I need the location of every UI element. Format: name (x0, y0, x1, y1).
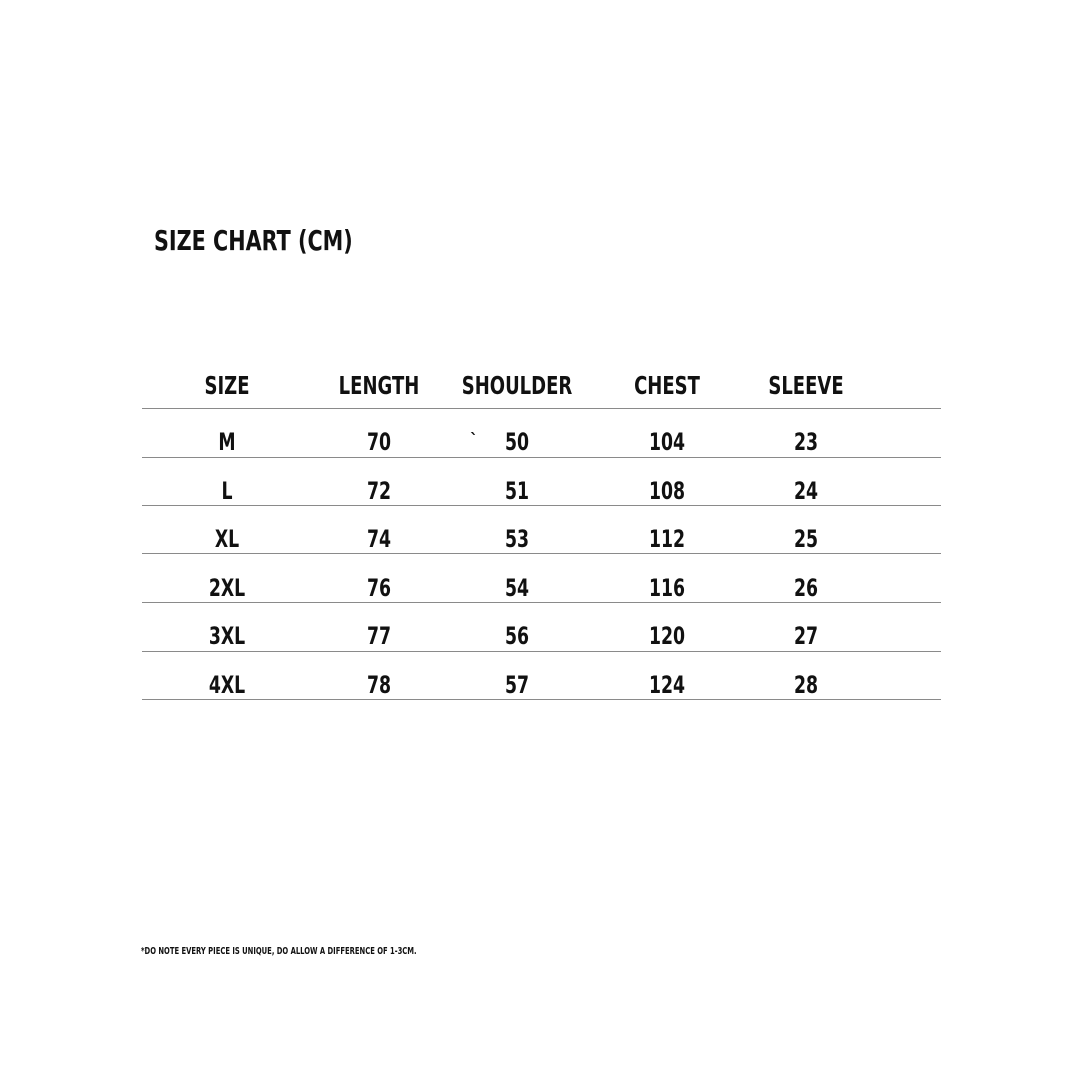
cell-sleeve: 23 (793, 428, 819, 456)
cell-chest: 112 (648, 525, 686, 553)
cell-shoulder: 50 (504, 428, 530, 456)
cell-chest: 104 (648, 428, 686, 456)
cell-length: 70 (366, 428, 392, 456)
cell-chest: 120 (648, 622, 686, 650)
cell-chest: 124 (648, 671, 686, 699)
cell-sleeve: 25 (793, 525, 819, 553)
cell-length: 76 (366, 574, 392, 602)
page-title: SIZE CHART (CM) (154, 224, 353, 257)
cell-sleeve: 26 (793, 574, 819, 602)
cell-chest: 108 (648, 477, 686, 505)
row-divider (142, 602, 941, 603)
row-divider (142, 553, 941, 554)
row-divider (142, 505, 941, 506)
cell-length: 72 (366, 477, 392, 505)
cell-shoulder: 57 (504, 671, 530, 699)
cell-size: 2XL (208, 574, 246, 602)
cell-chest: 116 (648, 574, 686, 602)
cell-length: 77 (366, 622, 392, 650)
header-col-shoulder: SHOULDER (461, 371, 573, 400)
row-divider (142, 457, 941, 458)
cell-sleeve: 24 (793, 477, 819, 505)
cell-shoulder: 54 (504, 574, 530, 602)
footnote: *DO NOTE EVERY PIECE IS UNIQUE, DO ALLOW A DIFFERENCE OF 1-3CM. (141, 946, 417, 957)
cell-size: XL (214, 525, 240, 553)
header-col-sleeve: SLEEVE (768, 371, 844, 400)
row-divider (142, 699, 941, 700)
cell-length: 74 (366, 525, 392, 553)
cell-shoulder: 51 (504, 477, 530, 505)
cell-length: 78 (366, 671, 392, 699)
cell-size: L (221, 477, 233, 505)
cell-size: 4XL (208, 671, 246, 699)
cell-shoulder: 53 (504, 525, 530, 553)
row-divider (142, 408, 941, 409)
cell-size: 3XL (208, 622, 246, 650)
cell-shoulder: 56 (504, 622, 530, 650)
cell-sleeve: 27 (793, 622, 819, 650)
header-col-size: SIZE (204, 371, 250, 400)
stray-mark: ` (470, 430, 478, 449)
row-divider (142, 651, 941, 652)
header-col-length: LENGTH (338, 371, 420, 400)
header-col-chest: CHEST (634, 371, 700, 400)
cell-sleeve: 28 (793, 671, 819, 699)
cell-size: M (218, 428, 236, 456)
